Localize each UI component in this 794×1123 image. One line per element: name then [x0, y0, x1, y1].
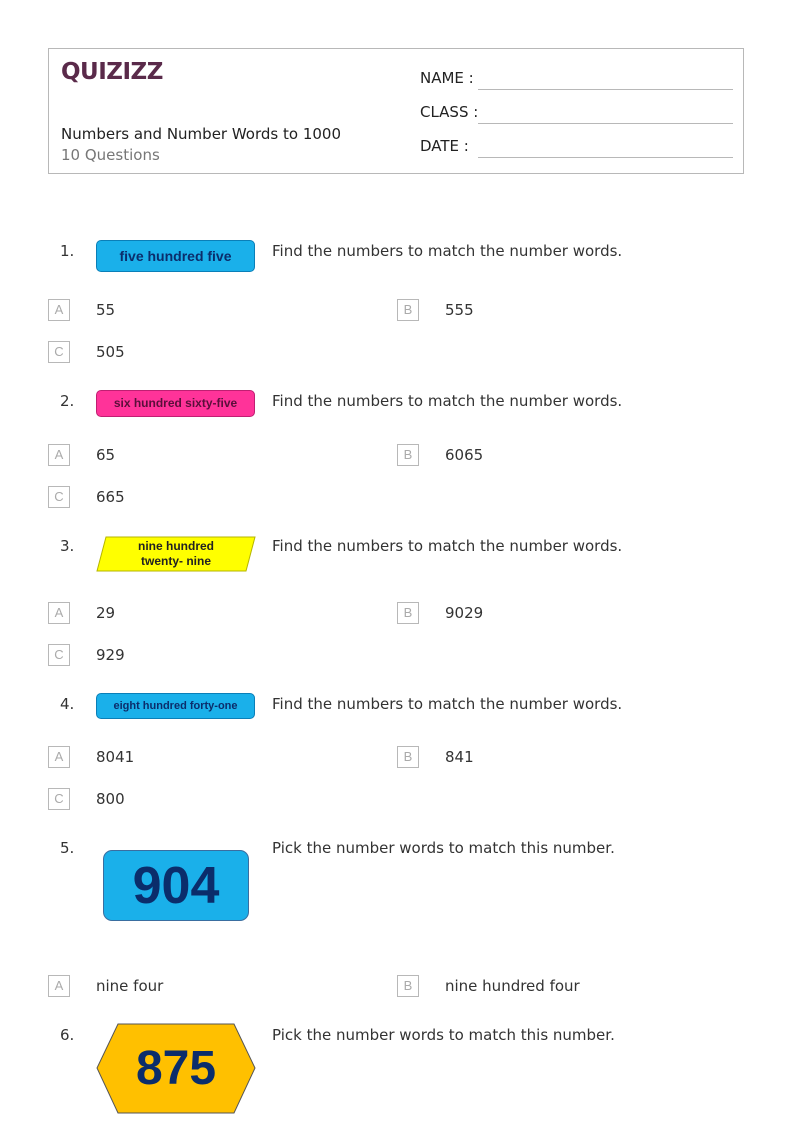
- option-b-marker[interactable]: B: [397, 975, 419, 997]
- question-number: 2.: [60, 392, 75, 410]
- option-a-text[interactable]: nine four: [96, 977, 164, 995]
- option-b-text[interactable]: 9029: [445, 604, 484, 622]
- date-field[interactable]: [478, 157, 733, 158]
- question-image: 904: [103, 850, 249, 921]
- option-b-text[interactable]: 555: [445, 301, 474, 319]
- option-b-marker[interactable]: B: [397, 746, 419, 768]
- image-number: 875: [135, 1042, 217, 1095]
- question-prompt: Pick the number words to match this number.: [272, 839, 615, 857]
- question-number: 6.: [60, 1026, 75, 1044]
- option-b-text[interactable]: nine hundred four: [445, 977, 580, 995]
- option-a-marker[interactable]: A: [48, 299, 70, 321]
- date-label: DATE :: [420, 137, 469, 155]
- question-number: 5.: [60, 839, 75, 857]
- image-text-line2: twenty- nine: [140, 554, 211, 568]
- option-a-marker[interactable]: A: [48, 746, 70, 768]
- question-number: 4.: [60, 695, 75, 713]
- option-c-text[interactable]: 665: [96, 488, 125, 506]
- option-a-marker[interactable]: A: [48, 602, 70, 624]
- question-image: eight hundred forty-one: [96, 693, 255, 719]
- class-label: CLASS :: [420, 103, 479, 121]
- question-number: 3.: [60, 537, 75, 555]
- question-image: five hundred five: [96, 240, 255, 272]
- option-a-text[interactable]: 8041: [96, 748, 135, 766]
- option-a-marker[interactable]: A: [48, 975, 70, 997]
- option-b-marker[interactable]: B: [397, 602, 419, 624]
- option-b-text[interactable]: 841: [445, 748, 474, 766]
- class-field[interactable]: [478, 123, 733, 124]
- question-image: six hundred sixty-five: [96, 390, 255, 417]
- question-image: [96, 1023, 256, 1114]
- question-prompt: Pick the number words to match this number.: [272, 1026, 615, 1044]
- option-a-text[interactable]: 65: [96, 446, 116, 464]
- image-text-line1: nine hundred: [138, 539, 214, 553]
- name-label: NAME :: [420, 69, 474, 87]
- option-c-marker[interactable]: C: [48, 644, 70, 666]
- question-prompt: Find the numbers to match the number words.: [272, 695, 623, 713]
- option-c-text[interactable]: 505: [96, 343, 125, 361]
- option-a-text[interactable]: 55: [96, 301, 116, 319]
- option-c-text[interactable]: 800: [96, 790, 125, 808]
- option-c-marker[interactable]: C: [48, 788, 70, 810]
- option-b-text[interactable]: 6065: [445, 446, 484, 464]
- worksheet-header: [48, 48, 744, 174]
- option-a-text[interactable]: 29: [96, 604, 116, 622]
- question-prompt: Find the numbers to match the number words.: [272, 537, 623, 555]
- option-c-text[interactable]: 929: [96, 646, 125, 664]
- question-count: 10 Questions: [61, 146, 160, 164]
- option-c-marker[interactable]: C: [48, 341, 70, 363]
- question-number: 1.: [60, 242, 75, 260]
- question-prompt: Find the numbers to match the number words.: [272, 392, 623, 410]
- option-b-marker[interactable]: B: [397, 444, 419, 466]
- option-a-marker[interactable]: A: [48, 444, 70, 466]
- quizizz-logo: QUIZIZZ: [61, 59, 163, 85]
- question-image: [96, 536, 256, 572]
- option-c-marker[interactable]: C: [48, 486, 70, 508]
- option-b-marker[interactable]: B: [397, 299, 419, 321]
- worksheet-title: Numbers and Number Words to 1000: [61, 125, 341, 143]
- name-field[interactable]: [478, 89, 733, 90]
- question-prompt: Find the numbers to match the number words.: [272, 242, 623, 260]
